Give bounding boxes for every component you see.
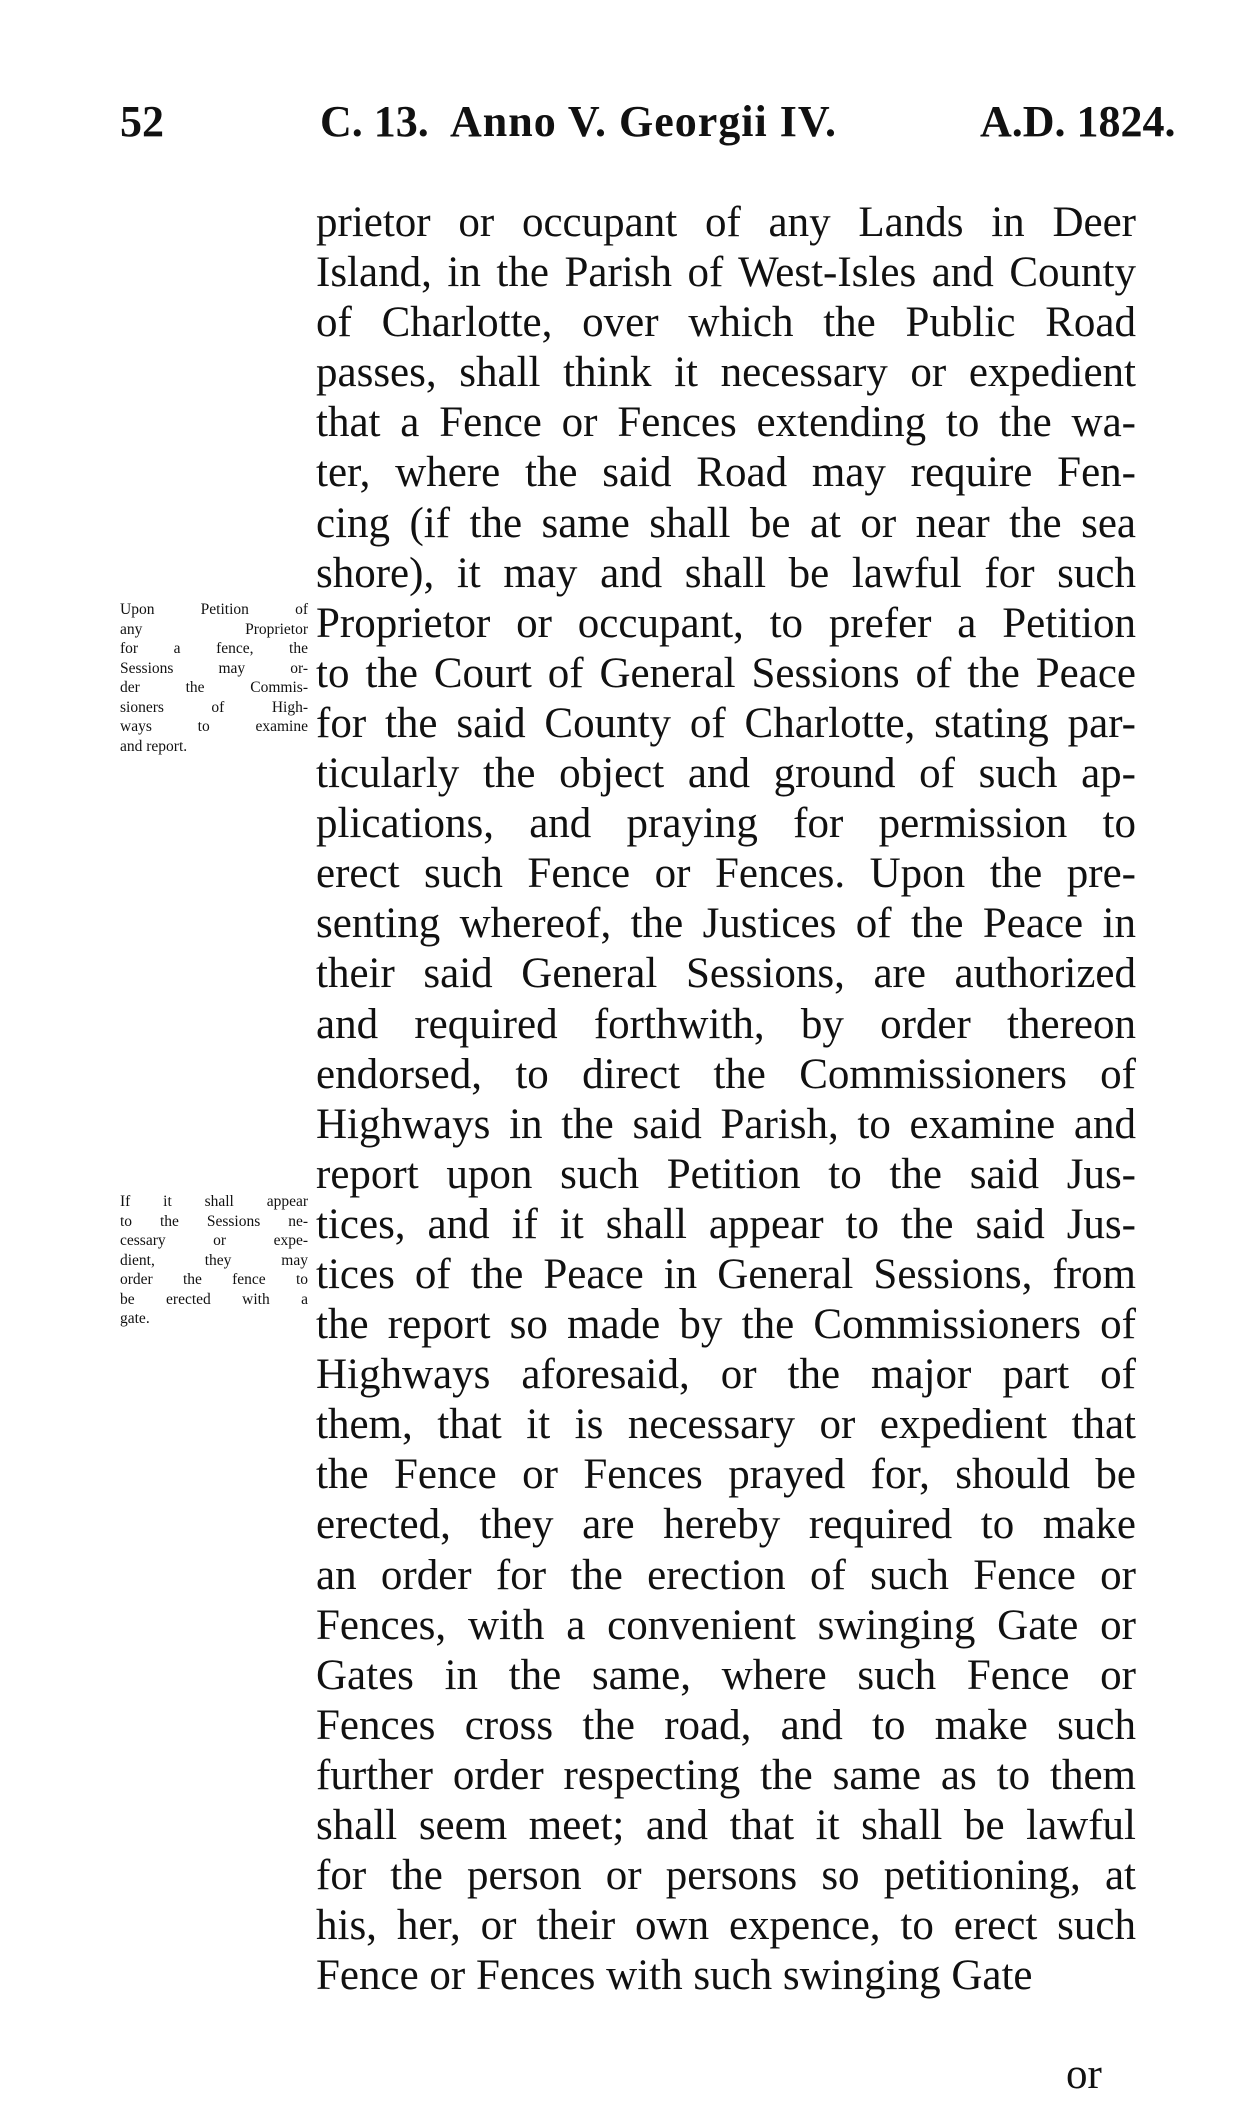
body-line: that a Fence or Fences extending to the wa- xyxy=(316,399,1136,447)
marginal-note-line: to the Sessions ne- xyxy=(120,1212,308,1230)
marginal-note-line: Sessions may or- xyxy=(120,659,308,677)
body-line: further order respecting the same as to them xyxy=(316,1751,1136,1799)
body-line: Highways aforesaid, or the major part of xyxy=(316,1351,1136,1399)
marginal-note-line: cessary or expe- xyxy=(120,1232,308,1249)
body-line: his, her, or their own expence, to erect such xyxy=(316,1902,1136,1950)
body-line: senting whereof, the Justices of the Peace in xyxy=(316,900,1136,948)
body-line: Island, in the Parish of West-Isles and County xyxy=(316,249,1136,297)
marginal-note-line: ways to examine xyxy=(120,718,308,735)
marginal-note-line: be erected with a xyxy=(120,1290,308,1308)
body-text xyxy=(316,198,1136,2001)
body-line: for the person or persons so petitioning, at xyxy=(316,1852,1136,1900)
marginal-note-line: order the fence to xyxy=(120,1271,308,1288)
marginal-note-line: dient, they may xyxy=(120,1251,308,1269)
body-line: to the Court of General Sessions of the Peace xyxy=(316,649,1136,697)
body-line: cing (if the same shall be at or near the sea xyxy=(316,499,1136,547)
body-line: the Fence or Fences prayed for, should be xyxy=(316,1451,1136,1499)
body-line: Proprietor or occupant, to prefer a Petition xyxy=(316,599,1136,647)
body-line: prietor or occupant of any Lands in Deer xyxy=(316,199,1136,246)
body-line: them, that it is necessary or expedient that xyxy=(316,1401,1136,1449)
body-line: Fence or Fences with such swinging Gate xyxy=(316,1952,1033,2000)
body-line: ticularly the object and ground of such ap- xyxy=(316,750,1136,798)
marginal-note-line: sioners of High- xyxy=(120,698,308,716)
regnal-year: Anno V. Georgii IV. xyxy=(450,97,837,146)
body-line: plications, and praying for permission to xyxy=(316,800,1136,848)
body-line: the report so made by the Commissioners of xyxy=(316,1301,1136,1349)
marginal-note-line: gate. xyxy=(120,1310,150,1327)
marginal-note-gate xyxy=(120,1192,308,1329)
body-line: shore), it may and shall be lawful for such xyxy=(316,549,1136,597)
body-line: ter, where the said Road may require Fen- xyxy=(316,449,1136,497)
body-line: erect such Fence or Fences. Upon the pre- xyxy=(316,850,1136,898)
marginal-note-line: der the Commis- xyxy=(120,679,308,696)
body-line: Highways in the said Parish, to examine and xyxy=(316,1100,1136,1148)
body-line: an order for the erection of such Fence or xyxy=(316,1551,1136,1599)
body-line: report upon such Petition to the said Jus- xyxy=(316,1150,1136,1198)
catchword: or xyxy=(1066,2051,1102,2098)
body-line: erected, they are hereby required to make xyxy=(316,1501,1136,1549)
body-line: Gates in the same, where such Fence or xyxy=(316,1651,1136,1699)
body-line: tices, and if it shall appear to the said Jus- xyxy=(316,1200,1136,1248)
marginal-note-line: for a fence, the xyxy=(120,640,308,657)
running-header xyxy=(120,92,1176,152)
marginal-note-line: and report. xyxy=(120,737,188,755)
page-number: 52 xyxy=(120,97,164,146)
body-line: and required forthwith, by order thereon xyxy=(316,1000,1136,1048)
body-line: their said General Sessions, are authorized xyxy=(316,950,1136,998)
chapter-number: C. 13. xyxy=(320,97,429,146)
body-line: for the said County of Charlotte, stating par- xyxy=(316,699,1136,747)
marginal-note-line: any Proprietor xyxy=(120,620,308,638)
body-line: passes, shall think it necessary or expedient xyxy=(316,349,1136,397)
body-line: tices of the Peace in General Sessions, from xyxy=(316,1250,1136,1298)
marginal-note-line: If it shall appear xyxy=(120,1193,308,1210)
year: A.D. 1824. xyxy=(980,97,1176,146)
body-line: Fences, with a convenient swinging Gate or xyxy=(316,1601,1136,1649)
body-line: endorsed, to direct the Commissioners of xyxy=(316,1050,1136,1098)
body-line: Fences cross the road, and to make such xyxy=(316,1701,1136,1749)
body-line: of Charlotte, over which the Public Road xyxy=(316,299,1136,347)
body-line: shall seem meet; and that it shall be lawful xyxy=(316,1802,1136,1849)
marginal-note-line: Upon Petition of xyxy=(120,601,308,618)
marginal-note-petition xyxy=(120,600,308,756)
